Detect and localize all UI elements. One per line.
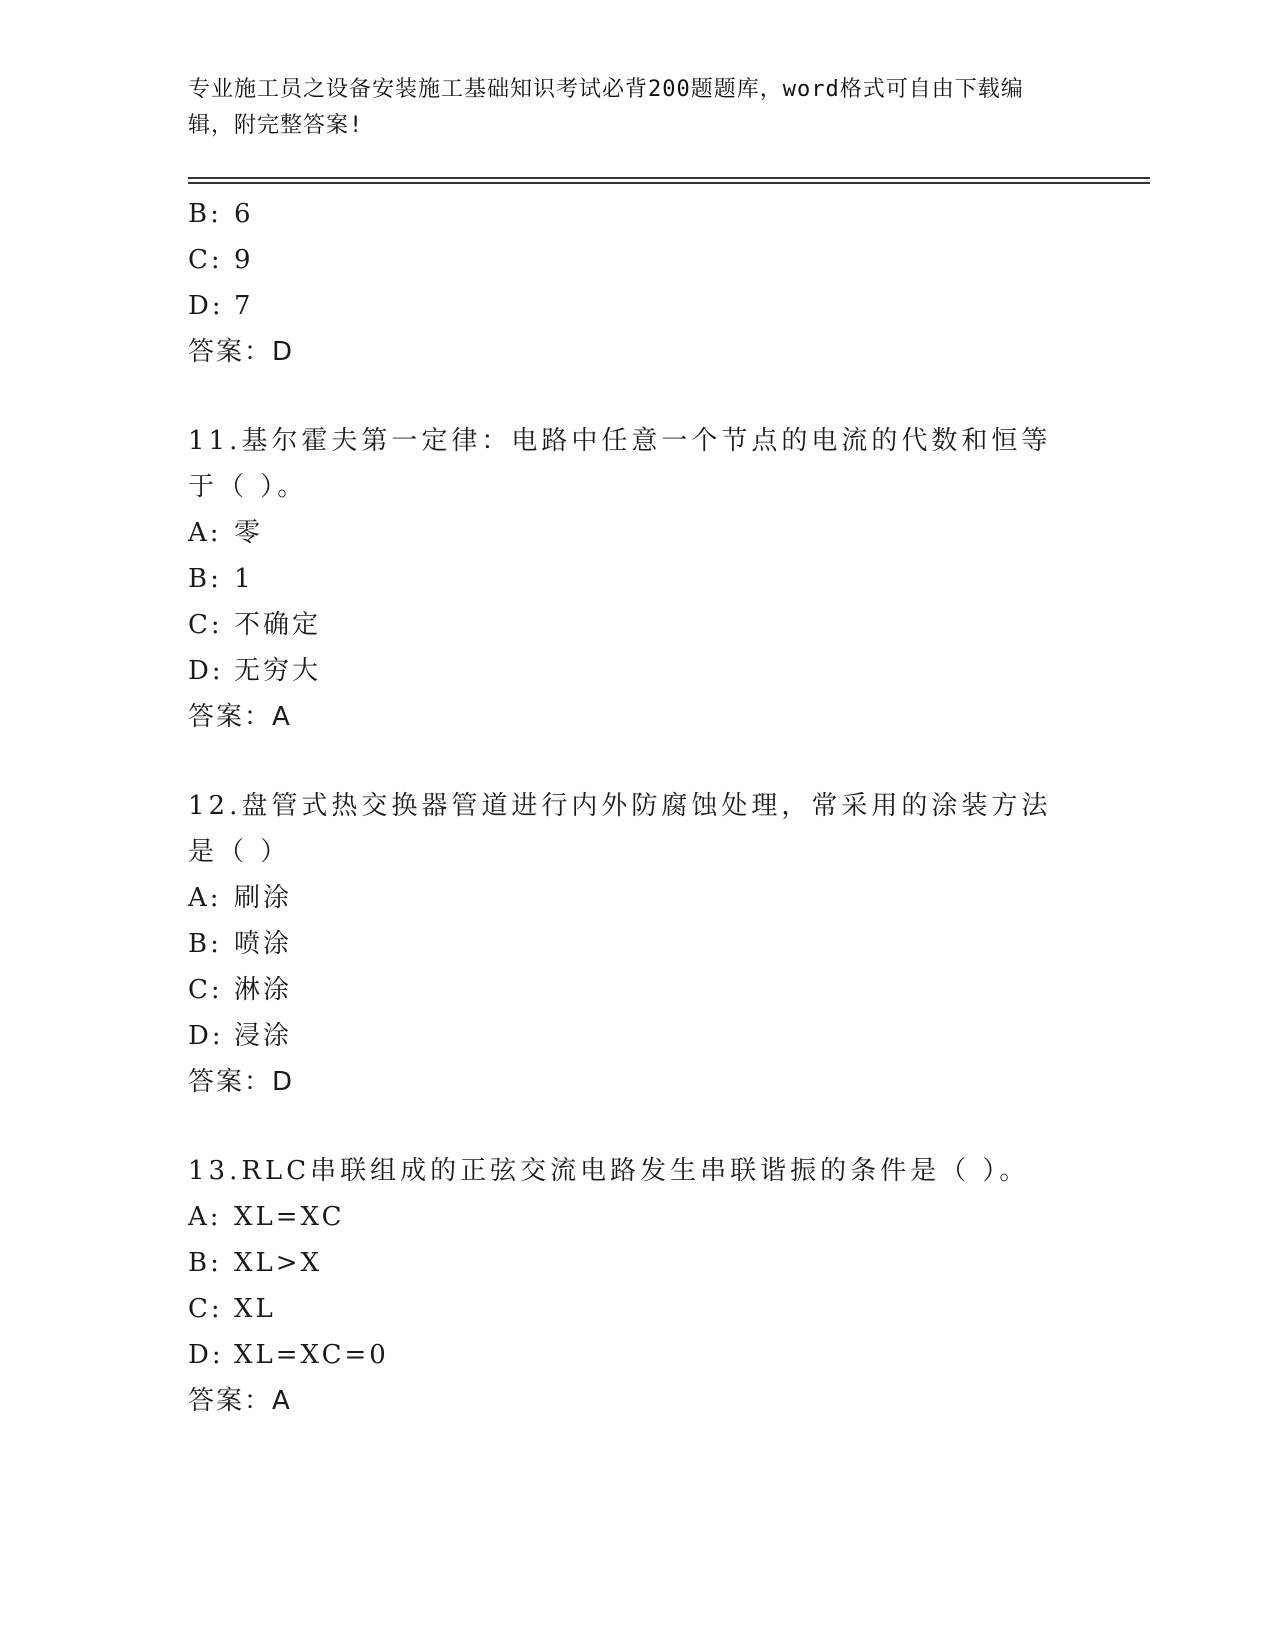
option-b: B: XL>X: [188, 1248, 323, 1278]
question-11: [188, 418, 1088, 740]
answer-line: 答案：D: [188, 1067, 295, 1097]
option-d: D: 无穷大: [188, 656, 322, 686]
option-d: D: 浸涂: [188, 1021, 293, 1051]
option-a: A: 零: [188, 518, 264, 548]
option-d: D: XL=XC=0: [188, 1340, 389, 1370]
option-d: D: 7: [188, 291, 254, 321]
answer-line: 答案：A: [188, 1386, 292, 1416]
question-continuation: [188, 191, 1088, 375]
question-13: [188, 1148, 1088, 1424]
document-header: [188, 72, 1068, 144]
answer-line: 答案：D: [188, 337, 295, 367]
answer-line: 答案：A: [188, 702, 292, 732]
option-b: B: 6: [188, 199, 254, 229]
option-c: C: 淋涂: [188, 975, 293, 1005]
question-12: [188, 783, 1088, 1105]
option-c: C: 不确定: [188, 610, 322, 640]
option-b: B: 喷涂: [188, 929, 293, 959]
option-b: B: 1: [188, 564, 254, 594]
option-a: A: XL=XC: [188, 1202, 345, 1232]
option-c: C: XL: [188, 1294, 276, 1324]
header-divider-bottom: [188, 182, 1150, 184]
question-stem: 12.盘管式热交换器管道进行内外防腐蚀处理，常采用的涂装方法是（ ）: [188, 791, 1052, 867]
question-stem: 11.基尔霍夫第一定律：电路中任意一个节点的电流的代数和恒等于（ ）。: [188, 426, 1052, 502]
question-stem: 13.RLC串联组成的正弦交流电路发生串联谐振的条件是（ ）。: [188, 1156, 1030, 1186]
question-list: [188, 191, 1088, 1424]
option-a: A: 刷涂: [188, 883, 293, 913]
header-divider-top: [188, 177, 1150, 179]
option-c: C: 9: [188, 245, 254, 275]
document-title: 专业施工员之设备安装施工基础知识考试必背200题题库，word格式可自由下载编辑，附完整答案!: [188, 77, 1024, 138]
